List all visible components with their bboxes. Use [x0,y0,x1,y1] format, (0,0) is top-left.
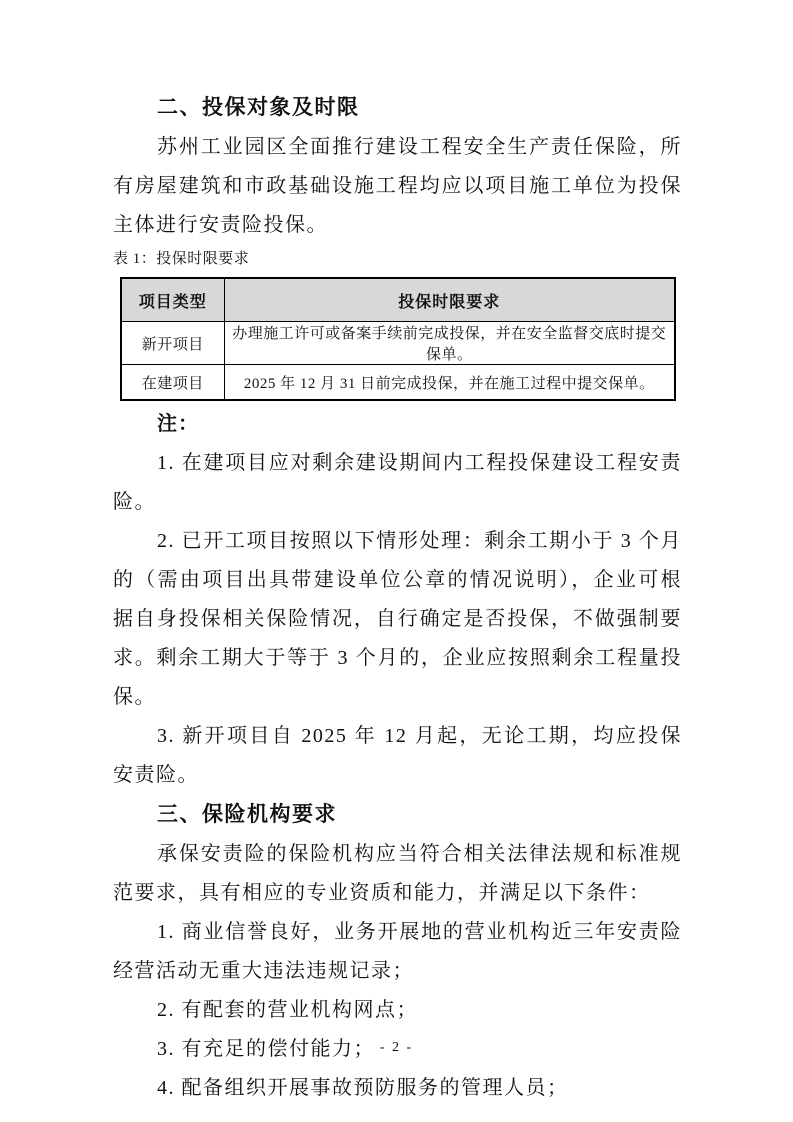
note-item-1: 1. 在建项目应对剩余建设期间内工程投保建设工程安责险。 [113,452,682,513]
table-row [121,365,675,401]
note-item-2: 2. 已开工项目按照以下情形处理：剩余工期小于 3 个月的（需由项目出具带建设单位公章的情况说明），企业可根据自身投保相关保险情况，自行确定是否投保，不做强制要求。剩余工期大于等于 3 个月的，企业应按照剩余工程量投保。 [113,530,682,708]
table-row [121,322,675,365]
condition-item-2: 2. 有配套的营业机构网点； [157,999,418,1021]
notes-label: 注： [157,413,199,435]
cell-project-type: 新开项目 [121,322,224,365]
cell-project-type: 在建项目 [121,365,224,401]
column-header-project-type: 项目类型 [121,278,224,322]
note-item-3: 3. 新开项目自 2025 年 12 月起，无论工期，均应投保安责险。 [113,725,682,786]
section-2-paragraph: 苏州工业园区全面推行建设工程安全生产责任保险，所有房屋建筑和市政基础设施工程均应以项目施工单位为投保主体进行安责险投保。 [113,136,682,236]
section-3-paragraph: 承保安责险的保险机构应当符合相关法律法规和标准规范要求，具有相应的专业资质和能力，并满足以下条件： [113,843,682,904]
notes-section [113,405,682,795]
condition-item-1: 1. 商业信誉良好，业务开展地的营业机构近三年安责险经营活动无重大违法违规记录； [113,921,682,982]
insurance-deadline-table [120,277,676,401]
cell-deadline: 办理施工许可或备案手续前完成投保，并在安全监督交底时提交保单。 [224,322,675,365]
column-header-deadline: 投保时限要求 [224,278,675,322]
section-3-heading: 三、保险机构要求 [157,803,337,826]
table-caption: 表 1：投保时限要求 [113,251,250,267]
page-number: - 2 - [379,1040,414,1055]
section-2-heading: 二、投保对象及时限 [157,96,360,119]
cell-deadline: 2025 年 12 月 31 日前完成投保，并在施工过程中提交保单。 [224,365,675,401]
condition-item-3: 3. 有充足的偿付能力； [157,1038,375,1060]
table-header-row [121,278,675,322]
condition-item-4: 4. 配备组织开展事故预防服务的管理人员； [157,1077,569,1099]
